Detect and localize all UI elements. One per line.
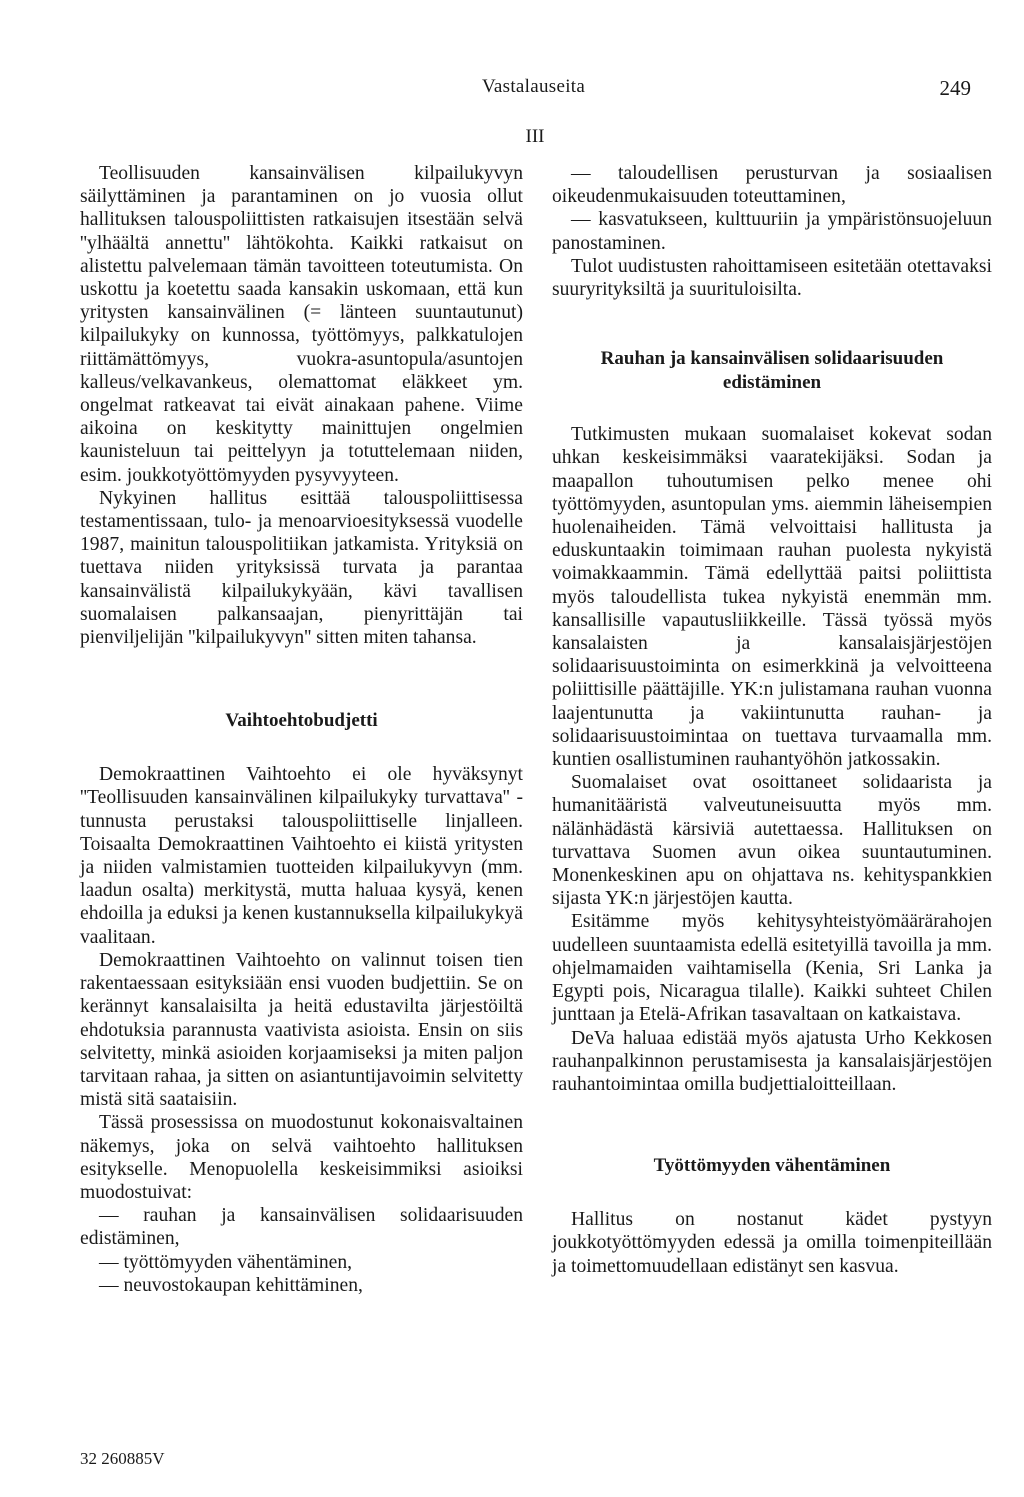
running-title: Vastalauseita [482,76,586,97]
printer-code: 32 260885V [80,1449,165,1468]
paragraph: Esitämme myös kehitysyhteistyömäärärahojen uudelleen suuntaamista edellä esitetyillä tavoilla ja mm. ohjelmamaiden vaihtamisella (Kenia, Sri Lanka ja Egypti pois, Nicaragua tilalle). Kaikki suhteet Chilen junttaan ja Etelä-Afrikan tasavaltaan on katkaistava. [552,911,992,1026]
paragraph: Tulot uudistusten rahoittamiseen esitetään otettavaksi suuryrityksiltä ja suurituloisilta. [552,255,992,301]
paragraph: Demokraattinen Vaihtoehto on valinnut toisen tien rakentaessaan esityksiään ensi vuoden budjettiin. Se on kerännyt kansalaisilta ja heitä edustavilta järjestöiltä ehdotuksia parannusta vaativista asioista. Ensin on siis selvitetty, minkä asioiden korjaamiseksi ja miten paljon tarvitaan rahaa, ja sitten on asiantuntijavoimin selvitetty mistä sitä saataisiin. [80,949,523,1111]
paragraph: DeVa haluaa edistää myös ajatusta Urho Kekkosen rauhanpalkinnon perustamisesta ja kansalaisjärjestöjen rauhantoimintaa omilla budjettialoitteillaan. [552,1027,992,1095]
paragraph: Nykyinen hallitus esittää talouspoliittisessa testamentissaan, tulo- ja menoarvioesityksessä vuodelle 1987, mainitun talouspolitiikan jatkamista. Yrityksiä on tuettava niiden yrityksissä turvata ja parantaa kansainvälistä kilpailukykyään, kävi tavallisen suomalaisen palkansaajan, pienyrittäjän tai pienviljelijän ''kilpailukyvyn'' sitten miten tahansa. [80,487,523,649]
section-heading: Rauhan ja kansainvälisen solidaarisuuden edistäminen [600,348,944,394]
section-heading: Työttömyyden vähentäminen [653,1155,891,1177]
list-item: — neuvostokaupan kehittäminen, [99,1274,363,1296]
paragraph: Tutkimusten mukaan suomalaiset kokevat sodan uhkan keskeisimmäksi vaaratekijäksi. Sodan ja maapallon tuhoutumisen pelko menee ohi työttömyyden, asuntopulan yms. aiemmin läheisempien huolenaiheiden. Tämä velvoittaisi hallitusta ja eduskuntaakin toimimaan rauhan puolesta nykyistä voimakkaammin. Tämä edellyttää paitsi poliittista myös taloudellista tukea nykyistä enemmän mm. kansallisille vapautusliikkeille. Tässä työssä myös kansalaisten ja kansalaisjärjestöjen solidaarisuustoiminta on esimerkkinä ja velvoitteena poliittisille päättäjille. YK:n julistamana rauhan vuonna laajentunutta ja vakiintunutta rauhan- ja solidaarisuustoimintaa on tuettava turvaamalla mm. kuntien osallistuminen rauhantyöhön jatkossakin. [552,424,992,771]
section-heading: Vaihtoehtobudjetti [225,710,378,732]
paragraph: Suomalaiset ovat osoittaneet solidaarista ja humanitääristä valveutuneisuutta myös mm. nälänhädästä kärsiviä autettaessa. Hallituksen on turvattava Suomen avun oikea suuntautuminen. Monenkeskinen apu on ohjattava ns. kehityspankkien sijasta YK:n järjestöjen kautta. [552,772,992,910]
running-header [0,76,1024,100]
page-number: 249 [939,76,971,100]
paragraph: Tässä prosessissa on muodostunut kokonaisvaltainen näkemys, joka on selvä vaihtoehto hallituksen esitykselle. Menopuolella keskeisimmiksi asioiksi muodostuivat: [80,1112,523,1203]
list-item: — työttömyyden vähentäminen, [99,1251,353,1273]
paragraph: Demokraattinen Vaihtoehto ei ole hyväksynyt ''Teollisuuden kansainvälinen kilpailukyky turvattava'' -tunnusta perustaksi talouspoliittiselle linjalleen. Toisaalta Demokraattinen Vaihtoehto ei kiistä yritysten ja niiden valmistamien tuotteiden kilpailukyvyn (mm. laadun osalta) merkitystä, mutta haluaa kysyä, kenen ehdoilla ja eduksi ja kenen kustannuksella kilpailukykyä vaalitaan. [80,764,523,948]
list-item: — kasvatukseen, kulttuuriin ja ympäristönsuojeluun panostaminen. [552,209,992,254]
paragraph: Teollisuuden kansainvälisen kilpailukyvyn säilyttäminen ja parantaminen on jo vuosia ollut hallituksen talouspoliittisten ratkaisujen itsestään selvä ''ylhäältä annettu'' lähtökohta. Kaikki ratkaisut on alistettu palvelemaan tämän tavoitteen toteutumista. On uskottu ja koetettu saada kansakin uskomaan, että kun yritysten kansainvälinen (= länteen suuntautunut) kilpailukyky on kunnossa, työttömyys, palkkatulojen riittämättömyys, vuokra-asuntopula/asuntojen kalleus/velkavankeus, olemattomat eläkkeet ym. ongelmat ratkeavat tai eivät ainakaan pahene. Viime aikoina on keskitytty mainittujen ongelmien kaunisteluun tai peittelyyn ja totuttelemaan niiden, esim. joukkotyöttömyyden pysyvyyteen. [80,163,523,486]
left-column [80,162,523,1297]
list-item: — rauhan ja kansainvälisen solidaarisuuden edistäminen, [80,1205,523,1250]
list-item: — taloudellisen perusturvan ja sosiaalisen oikeudenmukaisuuden toteuttaminen, [552,163,992,208]
right-column [552,162,992,1278]
paragraph: Hallitus on nostanut kädet pystyyn joukkotyöttömyyden edessä ja omilla toimenpiteillään ja toimettomuudellaan edistänyt sen kasvua. [552,1209,992,1277]
section-numeral: III [525,126,545,147]
